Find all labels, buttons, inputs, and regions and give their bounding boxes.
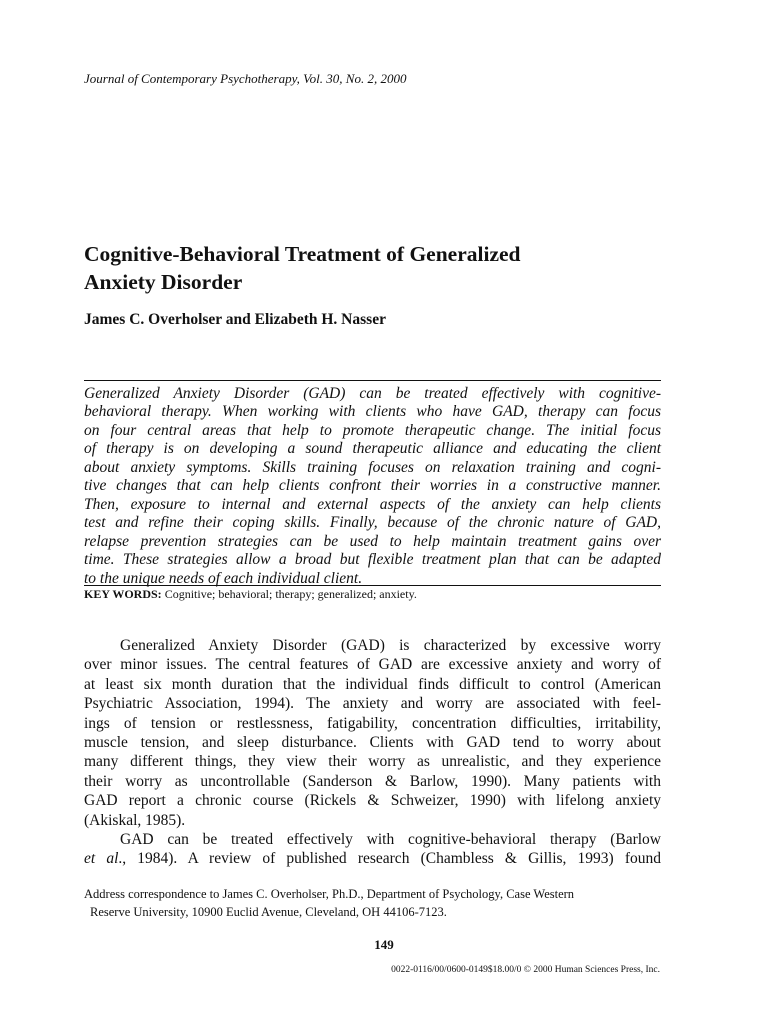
abstract-line: behavioral therapy. When working with clients who have GAD, therapy can focus xyxy=(84,403,661,421)
abstract-line: to the unique needs of each individual client. xyxy=(84,569,363,587)
body-line-rest: ., 1984). A review of published research (Chambless & Gillis, 1993) found xyxy=(118,850,661,868)
body-italic-text: et al xyxy=(84,850,119,868)
abstract-line: tive changes that can help clients confront their worries in a constructive manner. xyxy=(84,477,661,495)
abstract-line: Generalized Anxiety Disorder (GAD) can be treated effectively with cognitive- xyxy=(84,385,661,402)
correspondence-footnote xyxy=(84,885,674,921)
body-line: GAD can be treated effectively with cognitive-behavioral therapy (Barlow xyxy=(120,831,661,849)
article-title-line: Anxiety Disorder xyxy=(84,270,243,294)
keywords-label: KEY WORDS: xyxy=(84,587,162,601)
journal-citation: Journal of Contemporary Psychotherapy, Vol. 30, No. 2, 2000 xyxy=(84,71,407,86)
body-line: (Akiskal, 1985). xyxy=(84,811,186,829)
keywords xyxy=(84,587,417,602)
footnote-line: Reserve University, 10900 Euclid Avenue, Cleveland, OH 44106-7123. xyxy=(90,905,447,919)
body-line xyxy=(84,849,661,868)
body-line: ings of tension or restlessness, fatigability, concentration difficulties, irritability, xyxy=(84,714,661,732)
abstract-line: Then, exposure to internal and external aspects of the anxiety can help clients xyxy=(84,495,661,513)
body-line: Generalized Anxiety Disorder (GAD) is characterized by excessive worry xyxy=(120,637,661,654)
abstract-line: of therapy is on developing a sound therapeutic alliance and educating the client xyxy=(84,440,661,458)
abstract-top-rule xyxy=(84,380,661,381)
body-line: GAD report a chronic course (Rickels & Schweizer, 1990) with lifelong anxiety xyxy=(84,792,661,810)
abstract-bottom-rule xyxy=(84,585,661,586)
keywords-value: Cognitive; behavioral; therapy; generalized; anxiety. xyxy=(164,587,417,601)
body-line: Psychiatric Association, 1994). The anxiety and worry are associated with feel- xyxy=(84,695,661,713)
article-authors: James C. Overholser and Elizabeth H. Nasser xyxy=(84,311,386,328)
body-line: muscle tension, and sleep disturbance. Clients with GAD tend to worry about xyxy=(84,734,661,752)
abstract-line: test and refine their coping skills. Finally, because of the chronic nature of GAD, xyxy=(84,514,661,532)
body-line: over minor issues. The central features of GAD are excessive anxiety and worry of xyxy=(84,656,661,674)
body-line: many different things, they view their worry as unrealistic, and they experience xyxy=(84,753,661,771)
article-title-line: Cognitive-Behavioral Treatment of Generalized xyxy=(84,242,521,266)
abstract-line: on four central areas that help to promote therapeutic change. The initial focus xyxy=(84,421,661,439)
footnote-line: Address correspondence to James C. Overholser, Ph.D., Department of Psychology, Case Western xyxy=(84,887,575,901)
abstract-line: time. These strategies allow a broad but flexible treatment plan that can be adapted xyxy=(84,551,661,569)
abstract-line: about anxiety symptoms. Skills training focuses on relaxation training and cogni- xyxy=(84,458,661,476)
abstract xyxy=(84,385,661,588)
body-line: their worry as uncontrollable (Sanderson & Barlow, 1990). Many patients with xyxy=(84,772,661,790)
body-line: at least six month duration that the individual finds difficult to control (American xyxy=(84,675,661,693)
body-text xyxy=(84,636,661,869)
abstract-line: relapse prevention strategies can be used to help maintain treatment gains over xyxy=(84,532,661,550)
copyright-line: 0022-0116/00/0600-0149$18.00/0 © 2000 Human Sciences Press, Inc. xyxy=(391,965,660,975)
article-title xyxy=(84,240,704,296)
page-number: 149 xyxy=(374,937,394,952)
